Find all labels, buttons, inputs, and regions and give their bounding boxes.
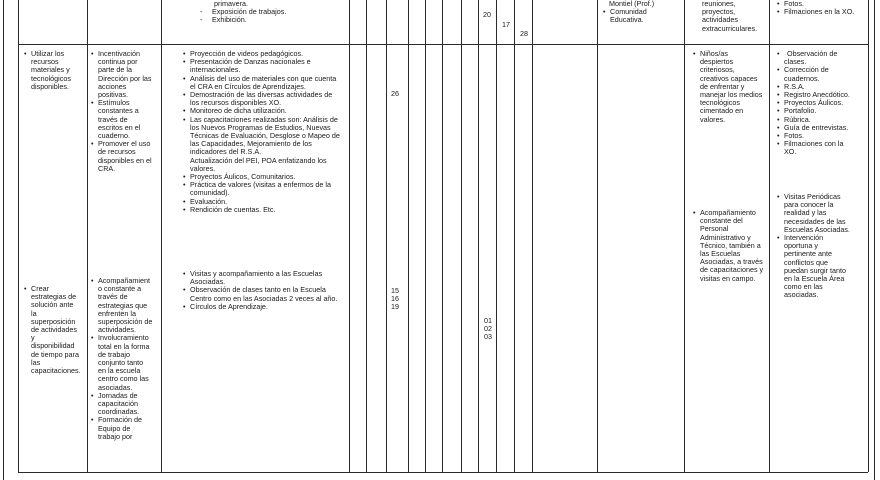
strategy-item (91, 50, 159, 99)
column-rule (366, 0, 367, 472)
resultado-line: constante del (700, 216, 743, 226)
activity-item (183, 91, 349, 107)
objective-line: • Crear (31, 284, 49, 293)
strategy-item (91, 277, 159, 334)
strategy-line: o constante a (98, 284, 142, 294)
resultado-line: valores. (700, 114, 726, 124)
activity-line: las Capacidades, Mejoramiento de los (190, 139, 312, 149)
month-number: 03 (484, 332, 492, 342)
page-border-left (3, 0, 4, 480)
evaluacion-item (777, 140, 867, 156)
day-number: 20 (483, 10, 491, 19)
strategy-line: conjunto tanto (98, 358, 144, 368)
column-rule (349, 0, 350, 472)
evaluacion-line: puedan surgir tanto (784, 265, 846, 275)
evaluacion-line: • Guía de entrevistas. (784, 122, 849, 132)
strategy-line: estrategias que (98, 300, 148, 310)
evaluacion-item: • Fotos. (777, 0, 867, 8)
column-rule (442, 0, 443, 472)
activity-line: • Presentación de Danzas nacionales e (190, 57, 311, 67)
strategy-line: Equipo de (98, 423, 131, 433)
activity-item (183, 303, 349, 311)
resultado-item (693, 209, 769, 283)
activity-line: Técnicas de Evaluación, Desglose o Mapeo de (190, 131, 340, 141)
activity-line: • Visitas y acompañamiento a las Escuelas (190, 269, 323, 278)
top-evaluacion (777, 0, 867, 16)
objective-line: la (31, 308, 37, 318)
column-rule (18, 0, 19, 472)
strategy-line: • Formación de (98, 415, 142, 425)
evaluacion-line: • Fotos. (784, 131, 804, 141)
strategy-line: • Estímulos (98, 98, 130, 108)
day-number: 19 (391, 302, 399, 312)
strategy-line: escritos en el (98, 122, 141, 132)
objective-line: superposición (31, 316, 76, 326)
responsable-line: • Comunidad (610, 7, 647, 17)
strategy-line: cuaderno. (98, 131, 130, 141)
activity-line: • Las capacitaciones realizadas son: Análisis de (190, 114, 338, 124)
strategy-line: actividades. (98, 325, 136, 335)
evaluacion-line: necesidades de las (784, 216, 846, 226)
activity-line: Actualización del PEI, POA enfatizando los (190, 155, 327, 165)
objective-line: de tiempo para (31, 349, 79, 359)
day-number: 15 (391, 286, 399, 295)
evaluacion-line: • R.S.A. (784, 81, 805, 91)
evaluacion-line: • Observación de (787, 49, 838, 58)
activity-item (183, 181, 349, 197)
day-number: 17 (502, 20, 510, 29)
strategy-line: coordinadas. (98, 407, 140, 417)
resultado-line: despiertos (700, 57, 734, 67)
activity-line: • Demostración de las diversas actividades de (190, 90, 333, 100)
resultado-line: Técnico, también a (700, 240, 761, 250)
strategy-line: continua por (98, 57, 138, 67)
strategy-line: en la escuela (98, 366, 141, 376)
resultado-line: tecnológicos (700, 98, 740, 108)
evaluacion-line: • Intervención (784, 233, 824, 243)
top-activities (200, 0, 345, 25)
activity-line: comunidad). (190, 188, 230, 198)
evaluacion-line: clases. (784, 57, 807, 67)
column-rule (161, 0, 162, 472)
activity-item (183, 270, 349, 286)
evaluacion-line: • Filmaciones con la (784, 139, 844, 149)
activity-line: primavera. (214, 0, 248, 8)
day-number: 26 (391, 89, 399, 98)
strategy-line: través de (98, 114, 128, 124)
evaluacion-line: asociadas. (784, 290, 819, 300)
strategy-line: • Acompañamient (98, 276, 150, 285)
strategy-line: de trabajo (98, 349, 130, 359)
activity-line: • Proyección de videos pedagógicos. (190, 49, 304, 58)
objective-a (24, 50, 86, 91)
strategy-line: capacitación (98, 399, 138, 409)
resultados-a-2 (693, 209, 769, 283)
strategy-line: través de (98, 292, 128, 302)
activity-line: indicadores del R.S.A. (190, 147, 262, 157)
activity-line: Centro como en las Asociadas 2 veces al año. (190, 293, 338, 303)
column-rule (769, 0, 770, 472)
strategy-line: constantes a (98, 106, 139, 116)
resultado-line: creativos capaces (700, 73, 758, 83)
evaluacion-a-2 (777, 193, 867, 300)
resultado-line: • Acompañamiento (700, 208, 756, 217)
evaluacion-a (777, 50, 867, 157)
activity-item (183, 75, 349, 91)
strategy-line: • Incentivación (98, 49, 140, 58)
activities-a (183, 50, 349, 214)
month-number: 02 (484, 324, 492, 334)
strategy-item (91, 140, 159, 173)
objective-line: las (31, 357, 41, 367)
column-rule (461, 0, 462, 472)
strategy-line: • Involucramiento (98, 333, 149, 343)
activity-line: • Monitoreo de dicha utilización. (190, 106, 287, 116)
page-border-right (874, 0, 875, 480)
activity-line: • Observación de clases tanto en la Escuela (190, 285, 326, 295)
evaluacion-item: • Filmaciones en la XO. (777, 8, 867, 16)
objective-line: solución ante (31, 300, 74, 310)
strategy-item (91, 99, 159, 140)
row-rule (18, 472, 868, 473)
strategy-line: • Promover el uso (98, 139, 151, 149)
strategy-item (91, 416, 159, 441)
evaluacion-line: para conocer la (784, 200, 834, 210)
objective-line: disponibilidad (31, 341, 75, 351)
objective-item (24, 285, 86, 375)
responsable-line: Montiel (Prof.) (609, 0, 655, 8)
day-number: 28 (520, 29, 528, 38)
activity-item: - Exposición de trabajos. (200, 8, 345, 16)
evaluacion-line: • Rúbrica. (784, 114, 811, 124)
day-number: 16 (391, 294, 399, 304)
row-rule (18, 44, 868, 45)
evaluacion-line: pertinente ante (784, 249, 832, 259)
objective-line: disponibles. (31, 81, 69, 91)
objective-line: y (31, 333, 35, 343)
activity-item (183, 58, 349, 74)
evaluacion-line: oportuna y (784, 241, 818, 251)
column-rule (425, 0, 426, 472)
activity-line: • Rendición de cuentas. Etc. (190, 204, 276, 214)
strategy-line: acciones (98, 81, 127, 91)
strategy-line: Dirección por las (98, 73, 152, 83)
evaluacion-line: como en las (784, 282, 823, 292)
objective-line: recursos (31, 57, 59, 67)
responsable-item (603, 8, 681, 24)
objective-line: tecnológicos (31, 73, 71, 83)
activity-line: Asociadas. (190, 277, 226, 287)
evaluacion-line: conflictos que (784, 257, 828, 267)
strategy-line: total en la forma (98, 341, 150, 351)
strategy-line: centro como las (98, 374, 149, 384)
resultado-line: Personal (700, 224, 729, 234)
column-rule (478, 0, 479, 472)
strategy-line: disponibles en el (98, 155, 152, 165)
resultado-line: • Niños/as (700, 49, 728, 58)
resultado-line: de capacitaciones y (700, 265, 764, 275)
strategy-line: positivas. (98, 90, 128, 100)
resultado-line: Asociadas, a través (700, 257, 763, 267)
strategy-line: parte de la (98, 65, 132, 75)
resultado-line: de enfrentar y (700, 81, 745, 91)
resultado-line: criteriosos, (700, 65, 735, 75)
activity-line: • Proyectos Áulicos, Comunitarios. (190, 172, 296, 182)
resultado-line: actividades (702, 15, 738, 25)
column-rule (408, 0, 409, 472)
evaluacion-item (777, 193, 867, 234)
strategy-line: enfrenten la (98, 308, 136, 318)
evaluacion-line: realidad y las (784, 208, 827, 218)
evaluacion-line: en la Escuela Área (784, 274, 845, 284)
strategy-line: superposición de (98, 317, 153, 327)
strategy-line: trabajo por (98, 431, 133, 441)
activity-line: • Círculos de Aprendizaje. (190, 301, 268, 311)
resultado-line: extracurriculares. (702, 23, 758, 33)
evaluacion-line: • Portafolio. (784, 106, 817, 116)
months-b (484, 317, 496, 342)
column-rule (386, 0, 387, 472)
column-rule (496, 0, 497, 472)
activities-b (183, 270, 349, 311)
resultado-item (693, 50, 769, 124)
resultado-line: visitas en campo. (700, 273, 756, 283)
evaluacion-line: • Proyectos Áulicos. (784, 98, 844, 108)
column-rule (532, 0, 533, 472)
column-rule (868, 0, 869, 472)
top-responsables (603, 0, 681, 25)
strategy-line: asociadas. (98, 382, 133, 392)
activity-line: los recursos disponibles XO. (190, 98, 282, 108)
evaluacion-item (777, 50, 867, 66)
resultado-line: las Escuelas (700, 249, 741, 259)
strategy-item (91, 392, 159, 417)
evaluacion-item (777, 234, 867, 300)
resultado-line: proyectos, (702, 7, 736, 17)
evaluacion-line: cuadernos. (784, 73, 820, 83)
evaluacion-line: • Registro Anecdótico. (784, 90, 850, 100)
strategy-line: CRA. (98, 163, 116, 173)
top-resultados (702, 0, 767, 33)
objective-item (24, 50, 86, 91)
objective-line: de actividades (31, 325, 77, 335)
column-rule (87, 0, 88, 472)
evaluacion-line: Escuelas Asociadas. (784, 224, 850, 234)
strategy-item (91, 334, 159, 391)
activity-line: • Análisis del uso de materiales con que cuenta (190, 73, 337, 83)
resultados-a (693, 50, 769, 124)
evaluacion-line: • Visitas Periódicas (784, 192, 841, 201)
objective-b (24, 285, 86, 375)
responsable-line: Educativa. (610, 15, 644, 25)
activity-line: • Práctica de valores (visitas a enfermos de la (190, 180, 332, 190)
activity-item (183, 206, 349, 214)
objective-line: • Utilizar los (31, 49, 65, 58)
activity-item (183, 116, 349, 173)
objective-line: capacitaciones. (31, 366, 81, 376)
strategies-a (91, 50, 159, 173)
strategies-b (91, 277, 159, 441)
evaluacion-line: XO. (784, 147, 797, 157)
resultado-line: Administrativo y (700, 232, 751, 242)
column-rule (514, 0, 515, 472)
evaluacion-line: • Corrección de (784, 65, 829, 75)
activity-item (183, 286, 349, 302)
objective-line: estrategias de (31, 292, 77, 302)
resultado-line: reuniones, (702, 0, 736, 8)
activity-line: los Nuevos Programas de Estudios, Nuevas (190, 122, 331, 132)
strategy-line: • Jornadas de (98, 390, 138, 400)
resultado-line: manejar los medios (700, 90, 763, 100)
days-b (391, 287, 407, 312)
activity-item: - Exhibición. (200, 16, 345, 24)
month-number: 01 (484, 316, 492, 325)
activity-line: • Evaluación. (190, 196, 228, 206)
column-rule (597, 0, 598, 472)
resultado-line: cimentado en (700, 106, 744, 116)
column-rule (684, 0, 685, 472)
activity-line: internacionales. (190, 65, 241, 75)
evaluacion-item (777, 66, 867, 82)
activity-line: valores. (190, 163, 216, 173)
strategy-line: de recursos (98, 147, 136, 157)
activity-line: el CRA en Círculos de Aprendizajes. (190, 81, 306, 91)
objective-line: materiales y (31, 65, 70, 75)
